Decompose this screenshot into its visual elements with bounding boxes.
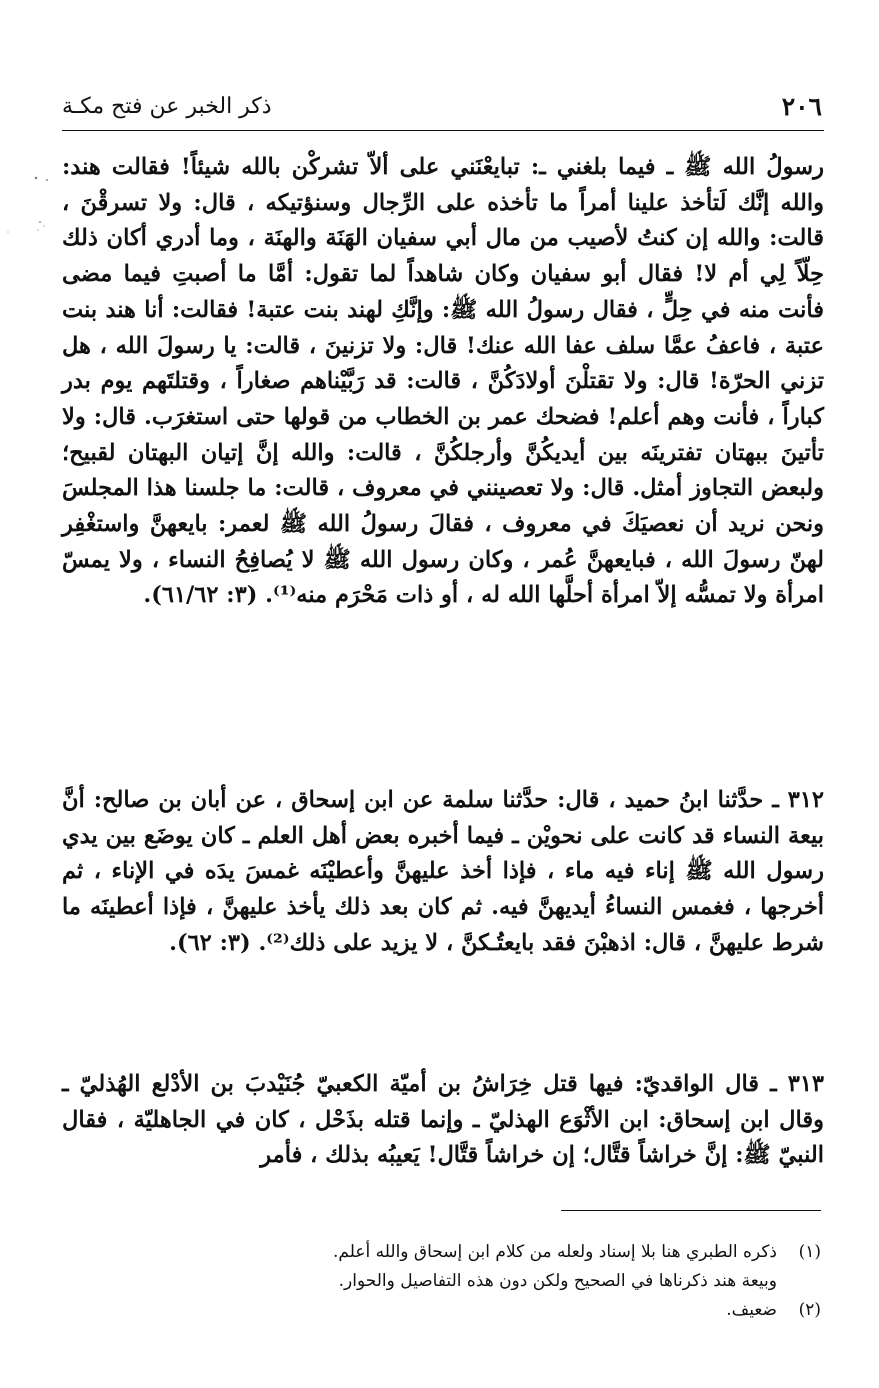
paragraph-312 [62, 783, 824, 962]
footnote-text: وبيعة هند ذكرناها في الصحيح ولكن دون هذه التفاصيل والحوار. [338, 1271, 777, 1291]
footnote-number: (١) [798, 1242, 821, 1262]
scan-specks [0, 160, 60, 260]
footnote-1 [200, 1238, 821, 1267]
footnote-2 [200, 1296, 821, 1325]
header-rule [62, 130, 824, 131]
footnote-rule [561, 1210, 821, 1211]
footnote-text: ذكره الطبري هنا بلا إسناد ولعله من كلام ابن إسحاق والله أعلم. [333, 1242, 777, 1262]
page-header [62, 92, 822, 126]
paragraph-text: ٣١٣ ـ قال الواقديّ: فيها قتل خِرَاشُ بن أميّة الكعبيّ جُنَيْدبَ بن الأدْلع الهُذليّ ـ وقال ابن إسحاق: ابن الأثْوَع الهذليّ ـ وإنما قتله بذَحْل ، كان في الجاهليّة ، فقال النبيّ ﷺ: إنَّ خراشاً قتَّال؛ إن خراشاً قتَّال! يَعيبُه بذلك ، فأمر [62, 1071, 824, 1169]
paragraph-313 [62, 1067, 824, 1174]
footnote-text: ضعيف. [726, 1300, 777, 1320]
footnote-1-continued [200, 1267, 821, 1296]
paragraph-text: ٣١٢ ـ حدَّثنا ابنُ حميد ، قال: حدَّثنا سلمة عن ابن إسحاق ، عن أبان بن صالح: أنَّ بيعة النساء قد كانت على نحويْن ـ فيما أخبره بعض أهل العلم ـ كان يوضَع بين يدي رسول الله ﷺ إناء فيه ماء ، فإذا أخذ عليهنَّ وأعطيْنَه غمسَ يدَه في الإناء ، ثم أخرجها ، فغمس النساءُ أيديهنَّ فيه. ثم كان بعد ذلك يأخذ عليهنَّ ، فإذا أعطينَه ما شرط عليهنَّ ، قال: اذهبْنَ فقد بايعتُـكنَّ ، لا يزيد على ذلك⁽²⁾. (٣: ٦٢). [62, 787, 824, 956]
running-title: ذكر الخبر عن فتح مكـة [62, 94, 272, 119]
paragraph-text: رسولُ الله ﷺ ـ فيما بلغني ـ: تبايعْنَني على ألاّ تشركْن بالله شيئاً! فقالت هند: والله إنَّك لَتأخذ علينا أمراً ما تأخذه على الرِّجال وسنؤتيكه ، قال: ولا تسرقْنَ ، قالت: والله إن كنتُ لأصيب من مال أبي سفيان الهَنَة والهنَة ، وما أدري أكان ذلك حِلّاً لِي أم لا! فقال أبو سفيان وكان شاهداً لما تقول: أمَّا ما أصبتِ فيما مضى فأنت منه في حِلٍّ ، فقال رسولُ الله ﷺ: وإنَّكِ لهند بنت عتبة! فقالت: أنا هند بنت عتبة ، فاعفُ عمَّا سلف عفا الله عنك! قال: ولا تزنينَ ، قالت: يا رسولَ الله ، هل تزني الحرّة! قال: ولا تقتلْنَ أولادَكُنَّ ، قالت: قد رَبَّيْناهم صغاراً ، وقتلتَهم يوم بدر كباراً ، فأنت وهم أعلم! فضحك عمر بن الخطاب من قولها حتى استغرَب. قال: ولا تأتينَ ببهتان تفترينَه بين أيديكُنَّ وأرجلكُنَّ ، قالت: والله إنَّ إتيان البهتان لقبيح؛ ولبعض التجاوز أمثل. قال: ولا تعصينني في معروف ، قالت: ما جلسنا هذا المجلسَ ونحن نريد أن نعصيَكَ في معروف ، فقالَ رسولُ الله ﷺ لعمر: بايعهنَّ واستغْفِر لهنّ رسولَ الله ، فبايعهنَّ عُمر ، وكان رسول الله ﷺ لا يُصافِحُ النساء ، ولا يمسّ امرأة ولا تمسُّه إلاّ امرأة أحلَّها الله له ، أو ذات مَحْرَم منه⁽¹⁾. (٣: ٦١/٦٢). [62, 154, 824, 609]
footnote-number: (٢) [798, 1300, 821, 1320]
page-number: ٢٠٦ [781, 92, 822, 121]
footnotes [200, 1238, 821, 1325]
paragraph-hind-bayah [62, 150, 824, 614]
